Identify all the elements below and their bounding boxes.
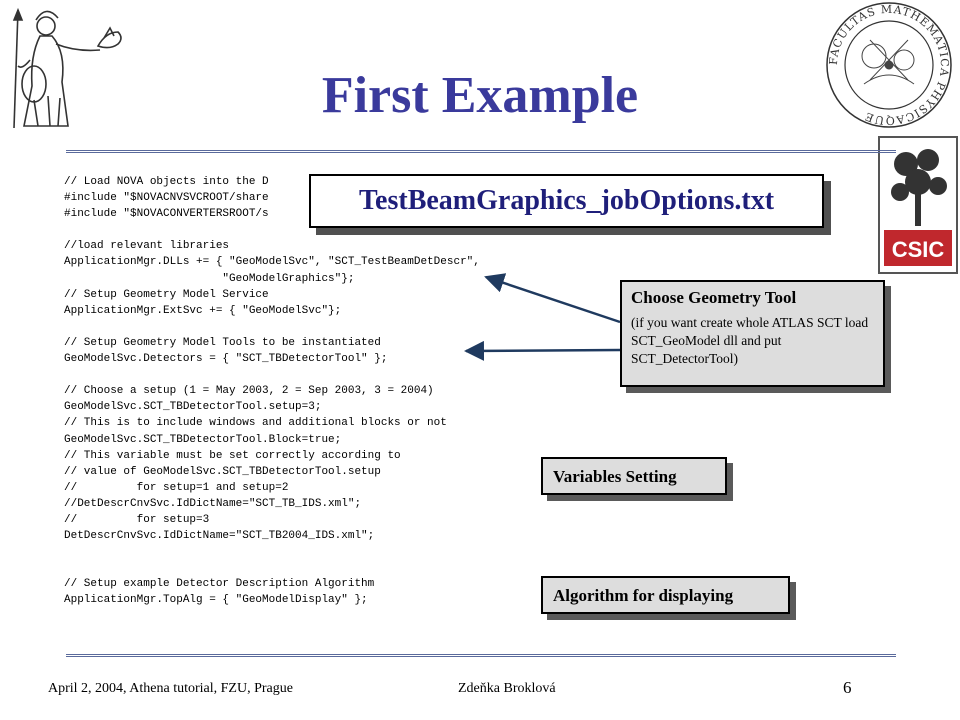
- code-line: [64, 367, 480, 383]
- arrow-to-libraries: [486, 277, 620, 322]
- arrow-to-detectors: [466, 350, 620, 351]
- code-line: [64, 544, 480, 560]
- code-line: GeoModelSvc.SCT_TBDetectorTool.setup=3;: [64, 401, 322, 414]
- footer-author: Zdeňka Broklová: [458, 681, 556, 696]
- file-name-box: [309, 174, 824, 228]
- code-line: [64, 560, 480, 576]
- variables-callout-label: Variables Setting: [553, 467, 677, 486]
- code-line: // This is to include windows and additional blocks or not: [64, 417, 447, 430]
- geometry-tool-callout: [620, 280, 885, 387]
- code-line: "GeoModelGraphics"};: [64, 272, 355, 285]
- variables-setting-callout: [541, 457, 727, 495]
- slide-title: First Example: [321, 67, 639, 124]
- code-line: ApplicationMgr.DLLs += { "GeoModelSvc", "SCT_TestBeamDetDescr",: [64, 256, 480, 269]
- code-line: #include "$NOVACONVERTERSROOT/s: [64, 208, 269, 221]
- code-line: // Load NOVA objects into the D: [64, 176, 269, 188]
- code-line: // Setup example Detector Description Algorithm: [64, 578, 375, 591]
- page-number: 6: [843, 678, 852, 697]
- code-line: // Setup Geometry Model Service: [64, 288, 269, 301]
- geometry-callout-title: Choose Geometry Tool: [631, 288, 797, 307]
- file-name: TestBeamGraphics_jobOptions.txt: [358, 185, 775, 216]
- algorithm-callout-label: Algorithm for displaying: [553, 586, 734, 605]
- code-line: [64, 319, 480, 335]
- code-line: // value of GeoModelSvc.SCT_TBDetectorTool.setup: [64, 465, 381, 478]
- code-line: // Choose a setup (1 = May 2003, 2 = Sep 2003, 3 = 2004): [64, 385, 434, 398]
- code-listing: [64, 174, 480, 609]
- top-divider: [66, 150, 896, 153]
- code-line: // for setup=1 and setup=2: [64, 481, 289, 494]
- code-line: // This variable must be set correctly according to: [64, 449, 401, 462]
- code-line: //DetDescrCnvSvc.IdDictName="SCT_TB_IDS.xml";: [64, 497, 362, 510]
- code-line: #include "$NOVACNVSVCROOT/share: [64, 192, 269, 205]
- geometry-callout-description: (if you want create whole ATLAS SCT load SCT_GeoModel dll and put SCT_DetectorTool): [631, 315, 869, 366]
- bottom-divider: [66, 654, 896, 657]
- code-line: GeoModelSvc.Detectors = { "SCT_TBDetectorTool" };: [64, 353, 388, 366]
- footer-event: April 2, 2004, Athena tutorial, FZU, Prague: [48, 681, 293, 696]
- csic-logo: [876, 134, 960, 276]
- algorithm-callout: [541, 576, 790, 614]
- code-line: GeoModelSvc.SCT_TBDetectorTool.Block=true;: [64, 433, 342, 446]
- code-line: ApplicationMgr.ExtSvc += { "GeoModelSvc"};: [64, 304, 342, 317]
- csic-lettering: CSIC: [891, 237, 945, 262]
- seal-lettering: FACULTAS MATHEMATICA PHYSICAQUE: [826, 2, 952, 128]
- code-line: ApplicationMgr.TopAlg = { "GeoModelDisplay" };: [64, 594, 368, 607]
- code-line: //load relevant libraries: [64, 240, 230, 253]
- code-line: DetDescrCnvSvc.IdDictName="SCT_TB2004_IDS.xml";: [64, 530, 375, 543]
- code-line: // Setup Geometry Model Tools to be instantiated: [64, 336, 381, 349]
- code-line: // for setup=3: [64, 513, 210, 526]
